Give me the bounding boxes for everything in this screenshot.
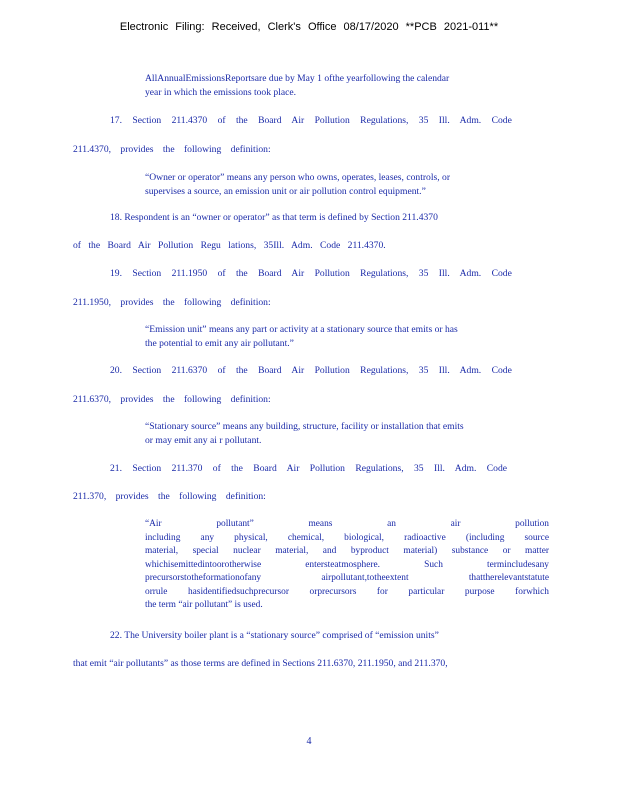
paragraph-20-quote-line-2: or may emit any ai r pollutant. (145, 435, 262, 446)
paragraph-21-quote-line-6: orrule hasidentifiedsuchprecursor orprecursors for particular purpose forwhich (145, 586, 549, 597)
paragraph-21-line-1: 21. Section 211.370 of the Board Air Pollution Regulations, 35 Ill. Adm. Code (110, 463, 508, 474)
paragraph-21-quote-line-7: the term “air pollutant” is used. (145, 600, 263, 610)
paragraph-21-quote-line-2: including any physical, chemical, biological, radioactive (including source (145, 532, 549, 543)
paragraph-17-quote-line-1: “Owner or operator” means any person who owns, operates, leases, controls, or (145, 172, 451, 183)
intro-quote-line-1: AllAnnualEmissionsReportsare due by May 1 ofthe yearfollowing the calendar (145, 73, 450, 84)
paragraph-17-line-2: 211.4370, provides the following definition: (73, 144, 271, 155)
intro-quote-line-2: year in which the emissions took place. (145, 87, 297, 98)
paragraph-21-quote (145, 518, 549, 613)
paragraph-20-quote-line-1: “Stationary source” means any building, structure, facility or installation that emits (145, 421, 464, 432)
paragraph-18-line-1: 18. Respondent is an “owner or operator” as that term is defined by Section 211.4370 (110, 212, 438, 223)
paragraph-21-quote-line-1: “Air pollutant” means an air pollution (145, 519, 549, 529)
paragraph-22-line-1: 22. The University boiler plant is a “stationary source” comprised of “emission units” (110, 630, 439, 641)
paragraph-20-line-2: 211.6370, provides the following definition: (73, 394, 271, 405)
paragraph-19-line-2: 211.1950, provides the following definition: (73, 297, 271, 308)
paragraph-18-line-2: of the Board Air Pollution Regu lations, 35Ill. Adm. Code 211.4370. (73, 240, 386, 251)
paragraph-21-quote-line-3: material, special nuclear material, and byproduct material) substance or matter (145, 546, 549, 556)
paragraph-20-line-1: 20. Section 211.6370 of the Board Air Pollution Regulations, 35 Ill. Adm. Code (110, 365, 512, 376)
page-number: 4 (306, 736, 312, 747)
paragraph-19-quote-line-1: “Emission unit” means any part or activity at a stationary source that emits or has (145, 324, 458, 335)
paragraph-22-line-2: that emit “air pollutants” as those terms are defined in Sections 211.6370, 211.1950, and 211.370, (73, 658, 448, 669)
paragraph-19-quote-line-2: the potential to emit any air pollutant.” (145, 338, 294, 349)
paragraph-17-line-1: 17. Section 211.4370 of the Board Air Pollution Regulations, 35 Ill. Adm. Code (110, 115, 512, 126)
paragraph-19-line-1: 19. Section 211.1950 of the Board Air Pollution Regulations, 35 Ill. Adm. Code (110, 268, 512, 279)
paragraph-21-quote-line-4: whichisemittedintoorotherwise entersteatmosphere. Such termincludesany (145, 559, 549, 570)
paragraph-21-line-2: 211.370, provides the following definition: (73, 491, 266, 502)
filing-header: Electronic Filing: Received, Clerk's Office 08/17/2020 **PCB 2021-011** (119, 21, 499, 33)
paragraph-17-quote-line-2: supervises a source, an emission unit or air pollution control equipment.” (145, 186, 426, 197)
paragraph-21-quote-line-5: precursorstotheformationofany airpollutant,totheextent thattherelevantstatute (145, 573, 549, 583)
